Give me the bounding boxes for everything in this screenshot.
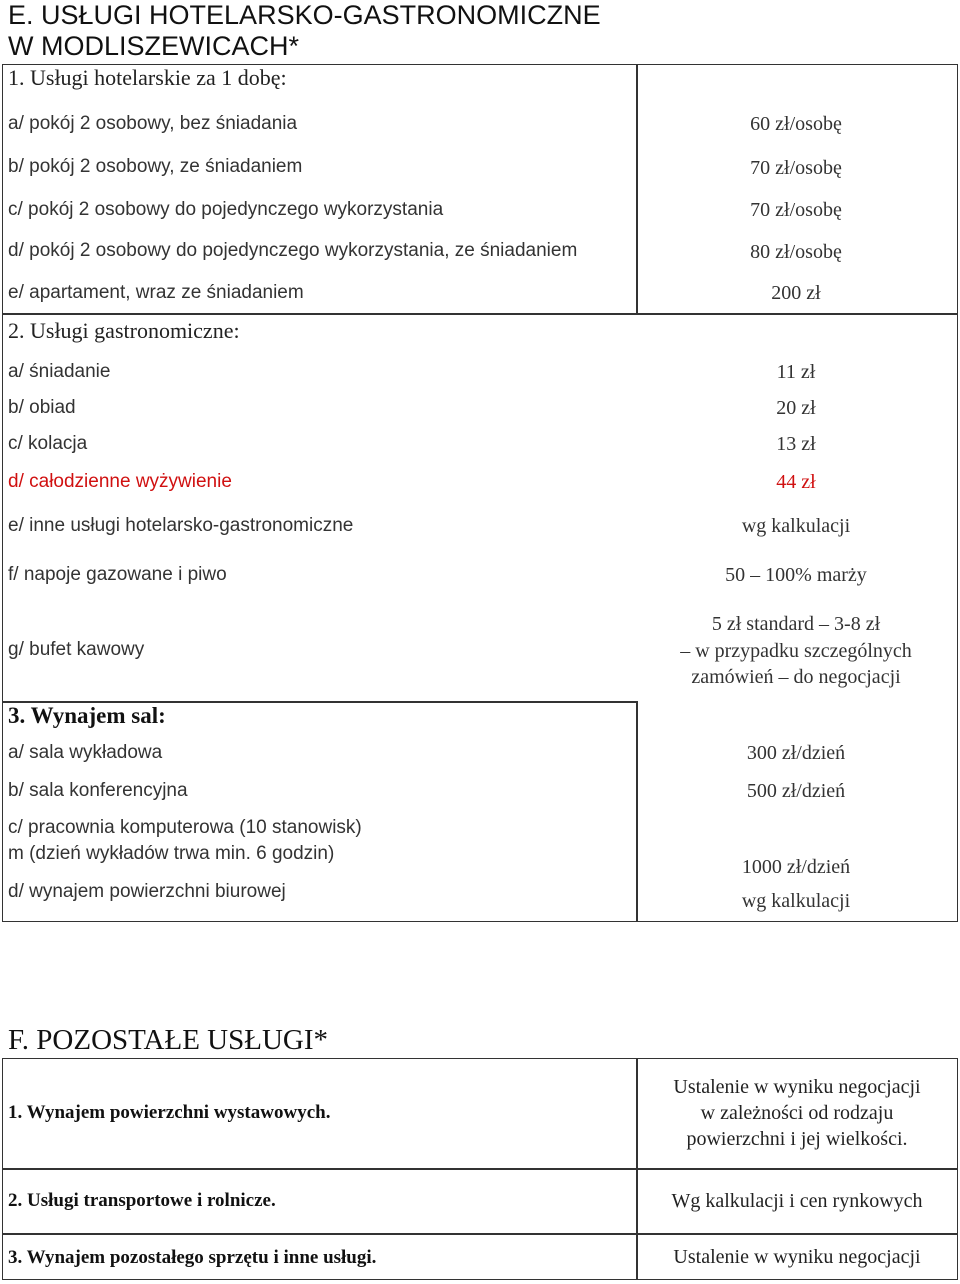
section-f-row-3-label: 3. Wynajem pozostałego sprzętu i inne usługi. bbox=[8, 1247, 377, 1268]
hotel-item-c-label: c/ pokój 2 osobowy do pojedynczego wykorzystania bbox=[8, 199, 444, 220]
hotel-item-c-price: 70 zł/osobę bbox=[750, 199, 842, 221]
hotel-item-a-price: 60 zł/osobę bbox=[750, 113, 842, 135]
hotel-item-a-label: a/ pokój 2 osobowy, bez śniadania bbox=[8, 113, 298, 134]
section-f-row-divider-2 bbox=[2, 1233, 958, 1235]
hotel-item-e-price: 200 zł bbox=[771, 282, 821, 304]
rooms-item-b-label: b/ sala konferencyjna bbox=[8, 780, 188, 801]
gastro-item-d-price: 44 zł bbox=[776, 471, 816, 493]
section-f-row-1-value-line1: Ustalenie w wyniku negocjacji bbox=[673, 1076, 921, 1098]
rooms-item-c-label-line1: c/ pracownia komputerowa (10 stanowisk) bbox=[8, 817, 362, 838]
section-e-column-divider-2 bbox=[636, 702, 638, 922]
rooms-item-c-label-line2: m (dzień wykładów trwa min. 6 godzin) bbox=[8, 843, 335, 864]
section-e-title-line2: W MODLISZEWICACH* bbox=[8, 31, 300, 61]
hotel-item-d-price: 80 zł/osobę bbox=[750, 241, 842, 263]
rooms-heading: 3. Wynajem sal: bbox=[8, 703, 166, 728]
gastro-item-e-label: e/ inne usługi hotelarsko-gastronomiczne bbox=[8, 515, 354, 536]
section-f-title: F. POZOSTAŁE USŁUGI* bbox=[8, 1024, 329, 1056]
rooms-item-d-price: wg kalkulacji bbox=[741, 890, 851, 912]
section-f-row-1-label: 1. Wynajem powierzchni wystawowych. bbox=[8, 1102, 331, 1123]
gastro-item-e-price: wg kalkulacji bbox=[741, 515, 851, 537]
gastro-item-f-price: 50 – 100% marży bbox=[725, 564, 867, 586]
rooms-item-d-label: d/ wynajem powierzchni biurowej bbox=[8, 881, 286, 902]
gastro-item-g-price-line3: zamówień – do negocjacji bbox=[691, 666, 901, 688]
gastro-item-b-label: b/ obiad bbox=[8, 397, 76, 418]
section-e-row-divider-1 bbox=[2, 313, 958, 315]
gastro-item-f-label: f/ napoje gazowane i piwo bbox=[8, 564, 227, 585]
gastro-item-d-label: d/ całodzienne wyżywienie bbox=[8, 471, 232, 492]
section-e-title bbox=[8, 0, 948, 62]
gastro-heading: 2. Usługi gastronomiczne: bbox=[8, 318, 240, 343]
section-f-row-1-value-line3: powierzchni i jej wielkości. bbox=[686, 1128, 908, 1150]
section-f-row-divider-1 bbox=[2, 1168, 958, 1170]
rooms-item-a-label: a/ sala wykładowa bbox=[8, 742, 163, 763]
rooms-item-b-price: 500 zł/dzień bbox=[746, 780, 846, 802]
section-f-row-2-label: 2. Usługi transportowe i rolnicze. bbox=[8, 1190, 276, 1211]
section-f-row-3-value: Ustalenie w wyniku negocjacji bbox=[673, 1246, 921, 1268]
section-f-row-1-value-line2: w zależności od rodzaju bbox=[700, 1102, 894, 1124]
gastro-item-g-price-line2: – w przypadku szczególnych bbox=[680, 640, 912, 662]
gastro-item-g-label: g/ bufet kawowy bbox=[8, 639, 145, 660]
rooms-item-c-price: 1000 zł/dzień bbox=[741, 856, 851, 878]
gastro-item-c-label: c/ kolacja bbox=[8, 433, 88, 454]
section-e-column-divider-1 bbox=[636, 64, 638, 314]
gastro-item-c-price: 13 zł bbox=[776, 433, 816, 455]
hotel-item-b-price: 70 zł/osobę bbox=[750, 157, 842, 179]
hotel-item-b-label: b/ pokój 2 osobowy, ze śniadaniem bbox=[8, 156, 303, 177]
gastro-item-a-price: 11 zł bbox=[776, 361, 816, 383]
hotel-heading: 1. Usługi hotelarskie za 1 dobę: bbox=[8, 65, 287, 90]
gastro-item-b-price: 20 zł bbox=[776, 397, 816, 419]
gastro-item-g-price-line1: 5 zł standard – 3-8 zł bbox=[711, 613, 881, 635]
hotel-item-e-label: e/ apartament, wraz ze śniadaniem bbox=[8, 282, 304, 303]
hotel-item-d-label: d/ pokój 2 osobowy do pojedynczego wykorzystania, ze śniadaniem bbox=[8, 240, 578, 261]
rooms-item-a-price: 300 zł/dzień bbox=[746, 742, 846, 764]
section-e-title-line1: E. USŁUGI HOTELARSKO-GASTRONOMICZNE bbox=[8, 0, 601, 30]
gastro-item-a-label: a/ śniadanie bbox=[8, 361, 111, 382]
section-f-row-2-value: Wg kalkulacji i cen rynkowych bbox=[671, 1190, 923, 1212]
